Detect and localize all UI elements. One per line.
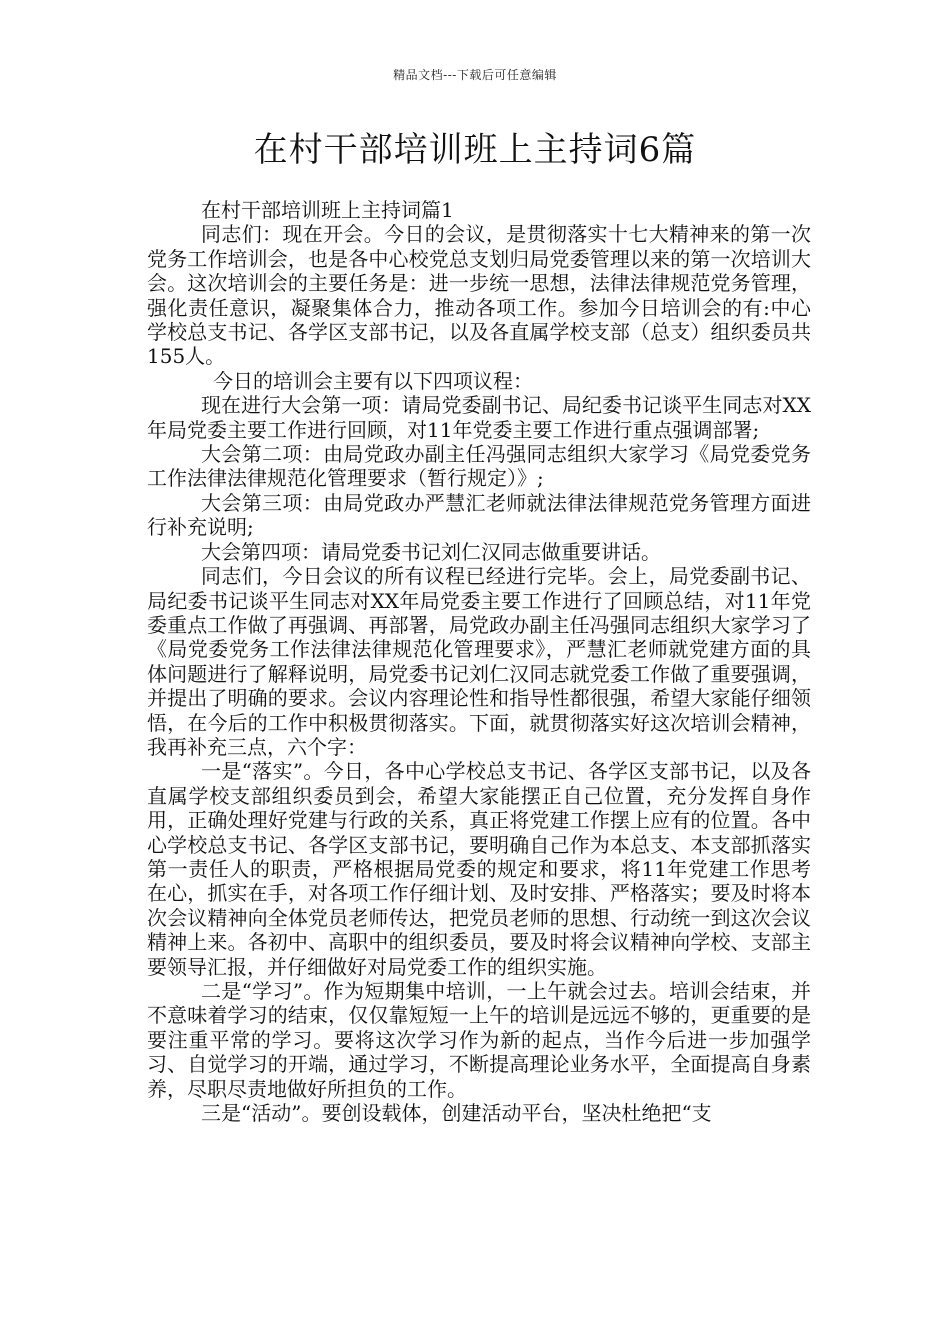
document-body (147, 198, 811, 1125)
paragraph-agenda-item-1: 现在进行大会第一项：请局党委副书记、局纪委书记谈平生同志对XX年局党委主要工作进行回顾，对11年党委主要工作进行重点强调部署; (147, 393, 811, 442)
document-title: 在村干部培训班上主持词6篇 (253, 130, 697, 170)
paragraph-agenda-item-2: 大会第二项：由局党政办副主任冯强同志组织大家学习《局党委党务工作法律法律规范化管理要求（暂行规定）》; (147, 442, 811, 491)
header-note: 精品文档---下载后可任意编辑 (393, 68, 557, 82)
section-heading: 在村干部培训班上主持词篇1 (201, 198, 454, 222)
paragraph-point-1: 一是“落实”。今日，各中心学校总支书记、各学区支部书记，以及各直属学校支部组织委员到会，希望大家能摆正自己位置，充分发挥自身作用，正确处理好党建与行政的关系，真正将党建工作摆上应有的位置。各中心学校总支书记、各学区支部书记，要明确自己作为本总支、本支部抓落实第一责任人的职责，严格根据局党委的规定和要求，将11年党建工作思考在心，抓实在手，对各项工作仔细计划、及时安排、严格落实；要及时将本次会议精神向全体党员老师传达，把党员老师的思想、行动统一到这次会议精神上来。各初中、高职中的组织委员，要及时将会议精神向学校、支部主要领导汇报，并仔细做好对局党委工作的组织实施。 (147, 759, 811, 979)
paragraph-point-2: 二是“学习”。作为短期集中培训，一上午就会过去。培训会结束，并不意味着学习的结束，仅仅靠短短一上午的培训是远远不够的，更重要的是要注重平常的学习。要将这次学习作为新的起点，当作今后进一步加强学习、自觉学习的开端，通过学习，不断提高理论业务水平，全面提高自身素养，尽职尽责地做好所担负的工作。 (147, 979, 811, 1101)
paragraph-opening: 同志们：现在开会。今日的会议，是贯彻落实十七大精神来的第一次党务工作培训会，也是各中心校党总支划归局党委管理以来的第一次培训大会。这次培训会的主要任务是：进一步统一思想，法律法律规范党务管理，强化责任意识，凝聚集体合力，推动各项工作。参加今日培训会的有:中心学校总支书记、各学区支部书记，以及各直属学校支部（总支）组织委员共155人。 (147, 222, 811, 369)
paragraph-point-3: 三是“活动”。要创设载体，创建活动平台，坚决杜绝把“支 (201, 1101, 712, 1126)
paragraph-summary: 同志们，今日会议的所有议程已经进行完毕。会上，局党委副书记、局纪委书记谈平生同志对XX年局党委主要工作进行了回顾总结，对11年党委重点工作做了再强调、再部署，局党政办副主任冯强同志组织大家学习了《局党委党务工作法律法律规范化管理要求》，严慧汇老师就党建方面的具体问题进行了解释说明，局党委书记刘仁汉同志就党委工作做了重要强调，并提出了明确的要求。会议内容理论性和指导性都很强，希望大家能仔细领悟，在今后的工作中积极贯彻落实。下面，就贯彻落实好这次培训会精神，我再补充三点，六个字： (147, 564, 811, 759)
paragraph-agenda-intro: 今日的培训会主要有以下四项议程： (213, 368, 533, 393)
paragraph-agenda-item-3: 大会第三项：由局党政办严慧汇老师就法律法律规范党务管理方面进行补充说明; (147, 490, 811, 540)
paragraph-agenda-item-4: 大会第四项：请局党委书记刘仁汉同志做重要讲话。 (201, 539, 661, 564)
